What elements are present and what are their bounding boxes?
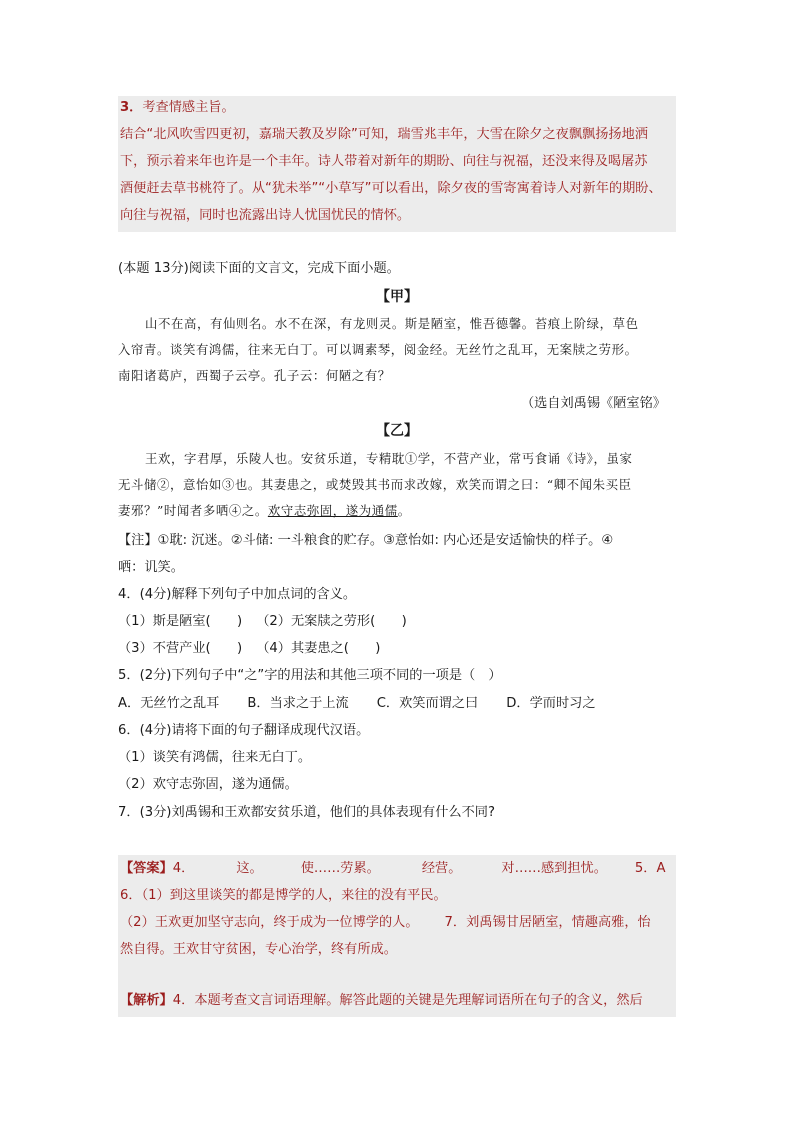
notes-line: 【注】①耽: 沉迷。②斗储: 一斗粮食的贮存。③意怡如: 内心还是安适愉快的样子。④ [118, 533, 614, 548]
question-4-item: （3）不营产业( ) [118, 641, 243, 656]
passage-a-title: 【甲】 [376, 289, 418, 305]
analysis-line: 下，预示着来年也许是一个丰年。诗人带着对新年的期盼、向往与祝福，还没来得及喝屠苏 [120, 154, 648, 169]
explanation-text: 4．本题考查文言词语理解。解答此题的关键是先理解词语所在句子的含义，然后 [172, 993, 643, 1008]
analysis-line: 酒便赶去草书桃符了。从“犹未举”“小草写”可以看出，除夕夜的雪寄寓着诗人对新年的期盼、 [120, 181, 662, 196]
option-c: C．欢笑而谓之曰 [376, 696, 479, 711]
underlined-sentence: 欢守志弥固，遂为通儒 [267, 503, 398, 518]
question-7-stem: 7．(3分)刘禹锡和王欢都安贫乐道，他们的具体表现有什么不同? [118, 805, 495, 820]
passage-line: 入帘青。谈笑有鸿儒，往来无白丁。可以调素琴，阅金经。无丝竹之乱耳，无案牍之劳形。 [118, 342, 638, 357]
answer-line: 6．（1）到这里谈笑的都是博学的人，来往的没有平民。 [120, 888, 447, 903]
answer-block [118, 855, 676, 965]
question-4-item: （2）无案牍之劳形( ) [256, 614, 407, 629]
question-score: (本题 13分) [118, 261, 189, 276]
passage-line: 王欢，字君厚，乐陵人也。安贫乐道，专精耽①学，不营产业，常丐食诵《诗》，虽家 [145, 451, 633, 466]
question-4-item: （4）其妻患之( ) [256, 641, 381, 656]
passage-line: 山不在高，有仙则名。水不在深，有龙则灵。斯是陋室，惟吾德馨。苔痕上阶绿，草色 [145, 316, 639, 331]
analysis-line: 向往与祝福，同时也流露出诗人忧国忧民的情怀。 [120, 208, 411, 223]
option-d: D．学而时习之 [506, 696, 596, 711]
passage-text: 妻邪？”时闻者多哂④之。 [118, 503, 268, 518]
passage-b-title: 【乙】 [376, 423, 418, 439]
question-5-stem: 5．(2分)下列句子中“之”字的用法和其他三项不同的一项是（ ） [118, 668, 502, 683]
passage-a [118, 311, 676, 389]
answer-part: 7．刘禹锡甘居陋室，情趣高雅，怡 [444, 915, 651, 930]
answer-line [118, 855, 676, 882]
passage-line [118, 498, 676, 524]
answer-part: 使……劳累。 [300, 861, 380, 876]
passage-line: 无斗储②，意怡如③也。其妻患之，或焚毁其书而求改嫁，欢笑而谓之曰：“卿不闻朱买臣 [118, 477, 632, 492]
option-a: A．无丝竹之乱耳 [118, 696, 220, 711]
explanation-label: 【解析】 [120, 993, 173, 1008]
analysis-heading [118, 94, 676, 121]
question-4-item: （1）斯是陋室( ) [118, 614, 243, 629]
notes-line: 哂：讥笑。 [118, 560, 184, 575]
explanation-line [120, 987, 643, 1014]
answer-part: 对……感到担忧。 [501, 861, 607, 876]
analysis-heading-number: 3． [120, 100, 143, 115]
question-6-item: （2）欢守志弥固，遂为通儒。 [118, 777, 298, 792]
answer-line: 然自得。王欢甘守贫困，专心治学，终有所成。 [120, 942, 397, 957]
question-intro [118, 255, 400, 282]
answer-part: （2）王欢更加坚守志向，终于成为一位博学的人。 [120, 915, 419, 930]
answer-part: 5．A [634, 861, 666, 876]
answer-part: 经营。 [421, 861, 462, 876]
explanation-block [118, 965, 676, 1017]
question-4-row [118, 635, 380, 662]
option-b: B．当求之于上流 [247, 696, 349, 711]
question-5-options [118, 690, 596, 717]
answer-line [118, 909, 676, 936]
analysis-block [118, 96, 676, 232]
analysis-line: 结合“北风吹雪四更初，嘉瑞天教及岁除”可知，瑞雪兆丰年，大雪在除夕之夜飘飘扬扬地洒 [120, 127, 648, 142]
question-intro-text: 阅读下面的文言文，完成下面小题。 [188, 261, 400, 276]
passage-line: 南阳诸葛庐，西蜀子云亭。孔子云：何陋之有？ [118, 368, 391, 383]
question-4-row [118, 608, 407, 635]
passage-text: 。 [397, 503, 411, 518]
answer-label: 【答案】 [120, 861, 173, 876]
passage-a-source: （选自刘禹锡《陋室铭》 [520, 396, 666, 411]
answer-part: 4． [172, 861, 195, 876]
passage-b [118, 446, 676, 524]
answer-part: 这。 [236, 861, 263, 876]
analysis-heading-text: 考查情感主旨。 [142, 100, 235, 115]
question-4-stem: 4．(4分)解释下列句子中加点词的含义。 [118, 587, 357, 602]
question-6-stem: 6．(4分)请将下面的句子翻译成现代汉语。 [118, 723, 370, 738]
question-6-item: （1）谈笑有鸿儒，往来无白丁。 [118, 750, 312, 765]
